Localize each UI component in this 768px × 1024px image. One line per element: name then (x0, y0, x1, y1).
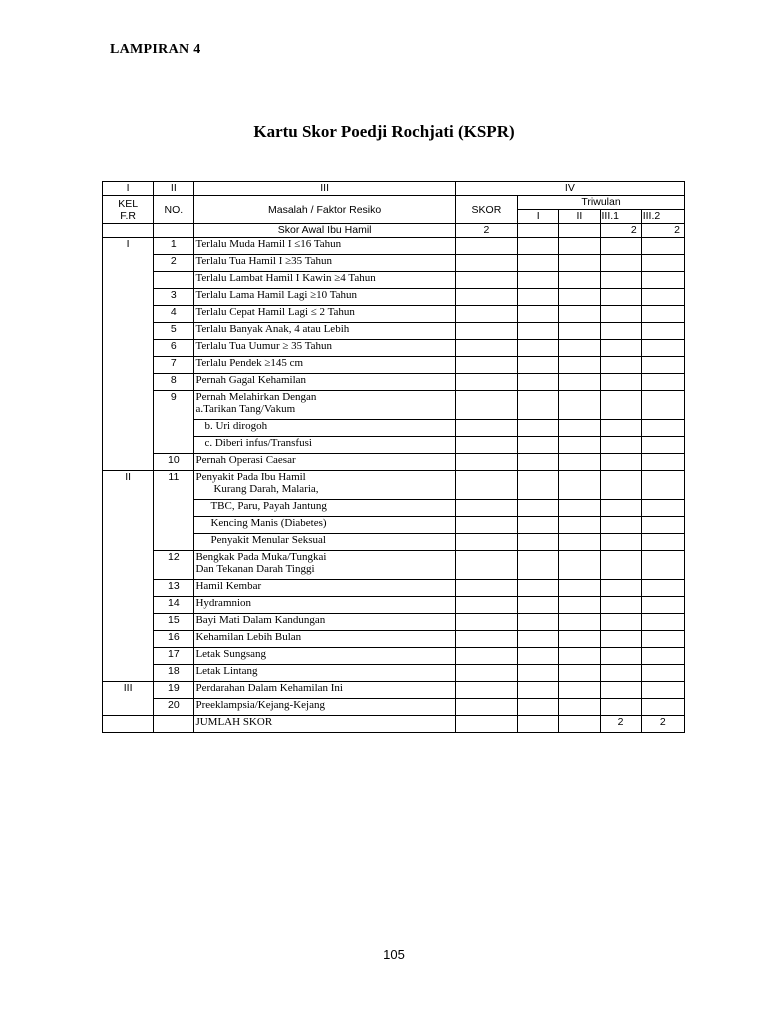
group-label-i: I (103, 238, 154, 471)
group-label-iii: III (103, 682, 154, 716)
row-text: Bayi Mati Dalam Kandungan (194, 614, 455, 631)
skor-awal-t32: 2 (641, 224, 684, 238)
skor-header: SKOR (455, 196, 517, 224)
table-row (103, 357, 685, 374)
kspr-score-table (102, 181, 685, 733)
table-row (103, 665, 685, 682)
table-row (103, 391, 685, 420)
table-row (103, 323, 685, 340)
row-no: 2 (154, 255, 194, 272)
row-text: Hamil Kembar (194, 580, 455, 597)
row-no: 8 (154, 374, 194, 391)
no-header: NO. (154, 196, 194, 224)
masalah-header: Masalah / Faktor Resiko (194, 196, 455, 224)
row-no: 11 (154, 471, 194, 551)
row-text: Terlalu Muda Hamil I ≤16 Tahun (194, 238, 455, 255)
row-text-line-2: Kurang Darah, Malaria, (213, 483, 319, 495)
row-no (154, 272, 194, 289)
row-no: 10 (154, 454, 194, 471)
row-text: Kehamilan Lebih Bulan (194, 631, 455, 648)
col-roman-2: II (154, 182, 194, 196)
col-roman-3: III (194, 182, 455, 196)
table-row (103, 306, 685, 323)
jumlah-skor-label: JUMLAH SKOR (194, 716, 455, 733)
row-no: 14 (154, 597, 194, 614)
row-no: 18 (154, 665, 194, 682)
row-text-line-2: a.Tarikan Tang/Vakum (195, 403, 296, 415)
row-no: 9 (154, 391, 194, 454)
row-text: Terlalu Tua Uumur ≥ 35 Tahun (194, 340, 455, 357)
row-no: 7 (154, 357, 194, 374)
row-text: Penyakit Menular Seksual (194, 534, 455, 551)
row-no: 12 (154, 551, 194, 580)
row-text: Preeklampsia/Kejang-Kejang (194, 699, 455, 716)
row-text: Perdarahan Dalam Kehamilan Ini (194, 682, 455, 699)
row-no: 20 (154, 699, 194, 716)
row-no: 3 (154, 289, 194, 306)
roman-header-row (103, 182, 685, 196)
row-text-line-1: Bengkak Pada Muka/Tungkai (195, 551, 327, 563)
row-text: Terlalu Tua Hamil I ≥35 Tahun (194, 255, 455, 272)
triwulan-col-2: II (559, 210, 600, 224)
row-no: 13 (154, 580, 194, 597)
triwulan-col-3: III.1 (600, 210, 641, 224)
row-no: 15 (154, 614, 194, 631)
row-text (194, 391, 455, 420)
col-roman-1: I (103, 182, 154, 196)
table-row (103, 648, 685, 665)
row-no: 5 (154, 323, 194, 340)
skor-awal-row (103, 224, 685, 238)
triwulan-col-1: I (518, 210, 559, 224)
triwulan-header: Triwulan (518, 196, 685, 210)
fr-label: F.R (120, 209, 136, 222)
page-number: 105 (383, 947, 405, 962)
row-text: Terlalu Lama Hamil Lagi ≥10 Tahun (194, 289, 455, 306)
col-roman-4: IV (455, 182, 684, 196)
row-text: Letak Sungsang (194, 648, 455, 665)
row-text (194, 551, 455, 580)
appendix-label: LAMPIRAN 4 (110, 42, 201, 57)
triwulan-col-4: III.2 (641, 210, 684, 224)
row-text-line-2: Dan Tekanan Darah Tinggi (195, 563, 315, 575)
jumlah-skor-row (103, 716, 685, 733)
row-no: 1 (154, 238, 194, 255)
row-text: Pernah Operasi Caesar (194, 454, 455, 471)
skor-awal-value: 2 (455, 224, 517, 238)
header-row-1 (103, 196, 685, 210)
row-text: Terlalu Lambat Hamil I Kawin ≥4 Tahun (194, 272, 455, 289)
table-row (103, 454, 685, 471)
row-text-line-1: Penyakit Pada Ibu Hamil (195, 471, 306, 483)
row-text: Pernah Gagal Kehamilan (194, 374, 455, 391)
row-text: Terlalu Cepat Hamil Lagi ≤ 2 Tahun (194, 306, 455, 323)
row-no: 4 (154, 306, 194, 323)
table-row (103, 580, 685, 597)
kel-fr-header (103, 196, 154, 224)
row-text: Terlalu Pendek ≥145 cm (194, 357, 455, 374)
table-row (103, 289, 685, 306)
row-text-line-1: Pernah Melahirkan Dengan (195, 391, 317, 403)
table-row (103, 340, 685, 357)
row-text: Hydramnion (194, 597, 455, 614)
table-row (103, 255, 685, 272)
table-row (103, 238, 685, 255)
skor-awal-t31: 2 (600, 224, 641, 238)
row-no: 16 (154, 631, 194, 648)
row-text: b. Uri dirogoh (194, 420, 455, 437)
row-text: Terlalu Banyak Anak, 4 atau Lebih (194, 323, 455, 340)
row-no: 19 (154, 682, 194, 699)
row-text (194, 471, 455, 500)
row-no: 17 (154, 648, 194, 665)
kel-label: KEL (118, 197, 139, 210)
row-text: Letak Lintang (194, 665, 455, 682)
row-no: 6 (154, 340, 194, 357)
skor-awal-label: Skor Awal Ibu Hamil (194, 224, 455, 238)
table-row (103, 631, 685, 648)
row-text: Kencing Manis (Diabetes) (194, 517, 455, 534)
jumlah-t31: 2 (600, 716, 641, 733)
group-label-ii: II (103, 471, 154, 682)
row-text: TBC, Paru, Payah Jantung (194, 500, 455, 517)
table-row (103, 614, 685, 631)
table-row (103, 551, 685, 580)
document-title: Kartu Skor Poedji Rochjati (KSPR) (253, 122, 515, 141)
table-row (103, 272, 685, 289)
table-row (103, 682, 685, 699)
table-row (103, 597, 685, 614)
row-text: c. Diberi infus/Transfusi (194, 437, 455, 454)
table-row (103, 471, 685, 500)
table-row (103, 699, 685, 716)
table-row (103, 374, 685, 391)
jumlah-t32: 2 (641, 716, 684, 733)
